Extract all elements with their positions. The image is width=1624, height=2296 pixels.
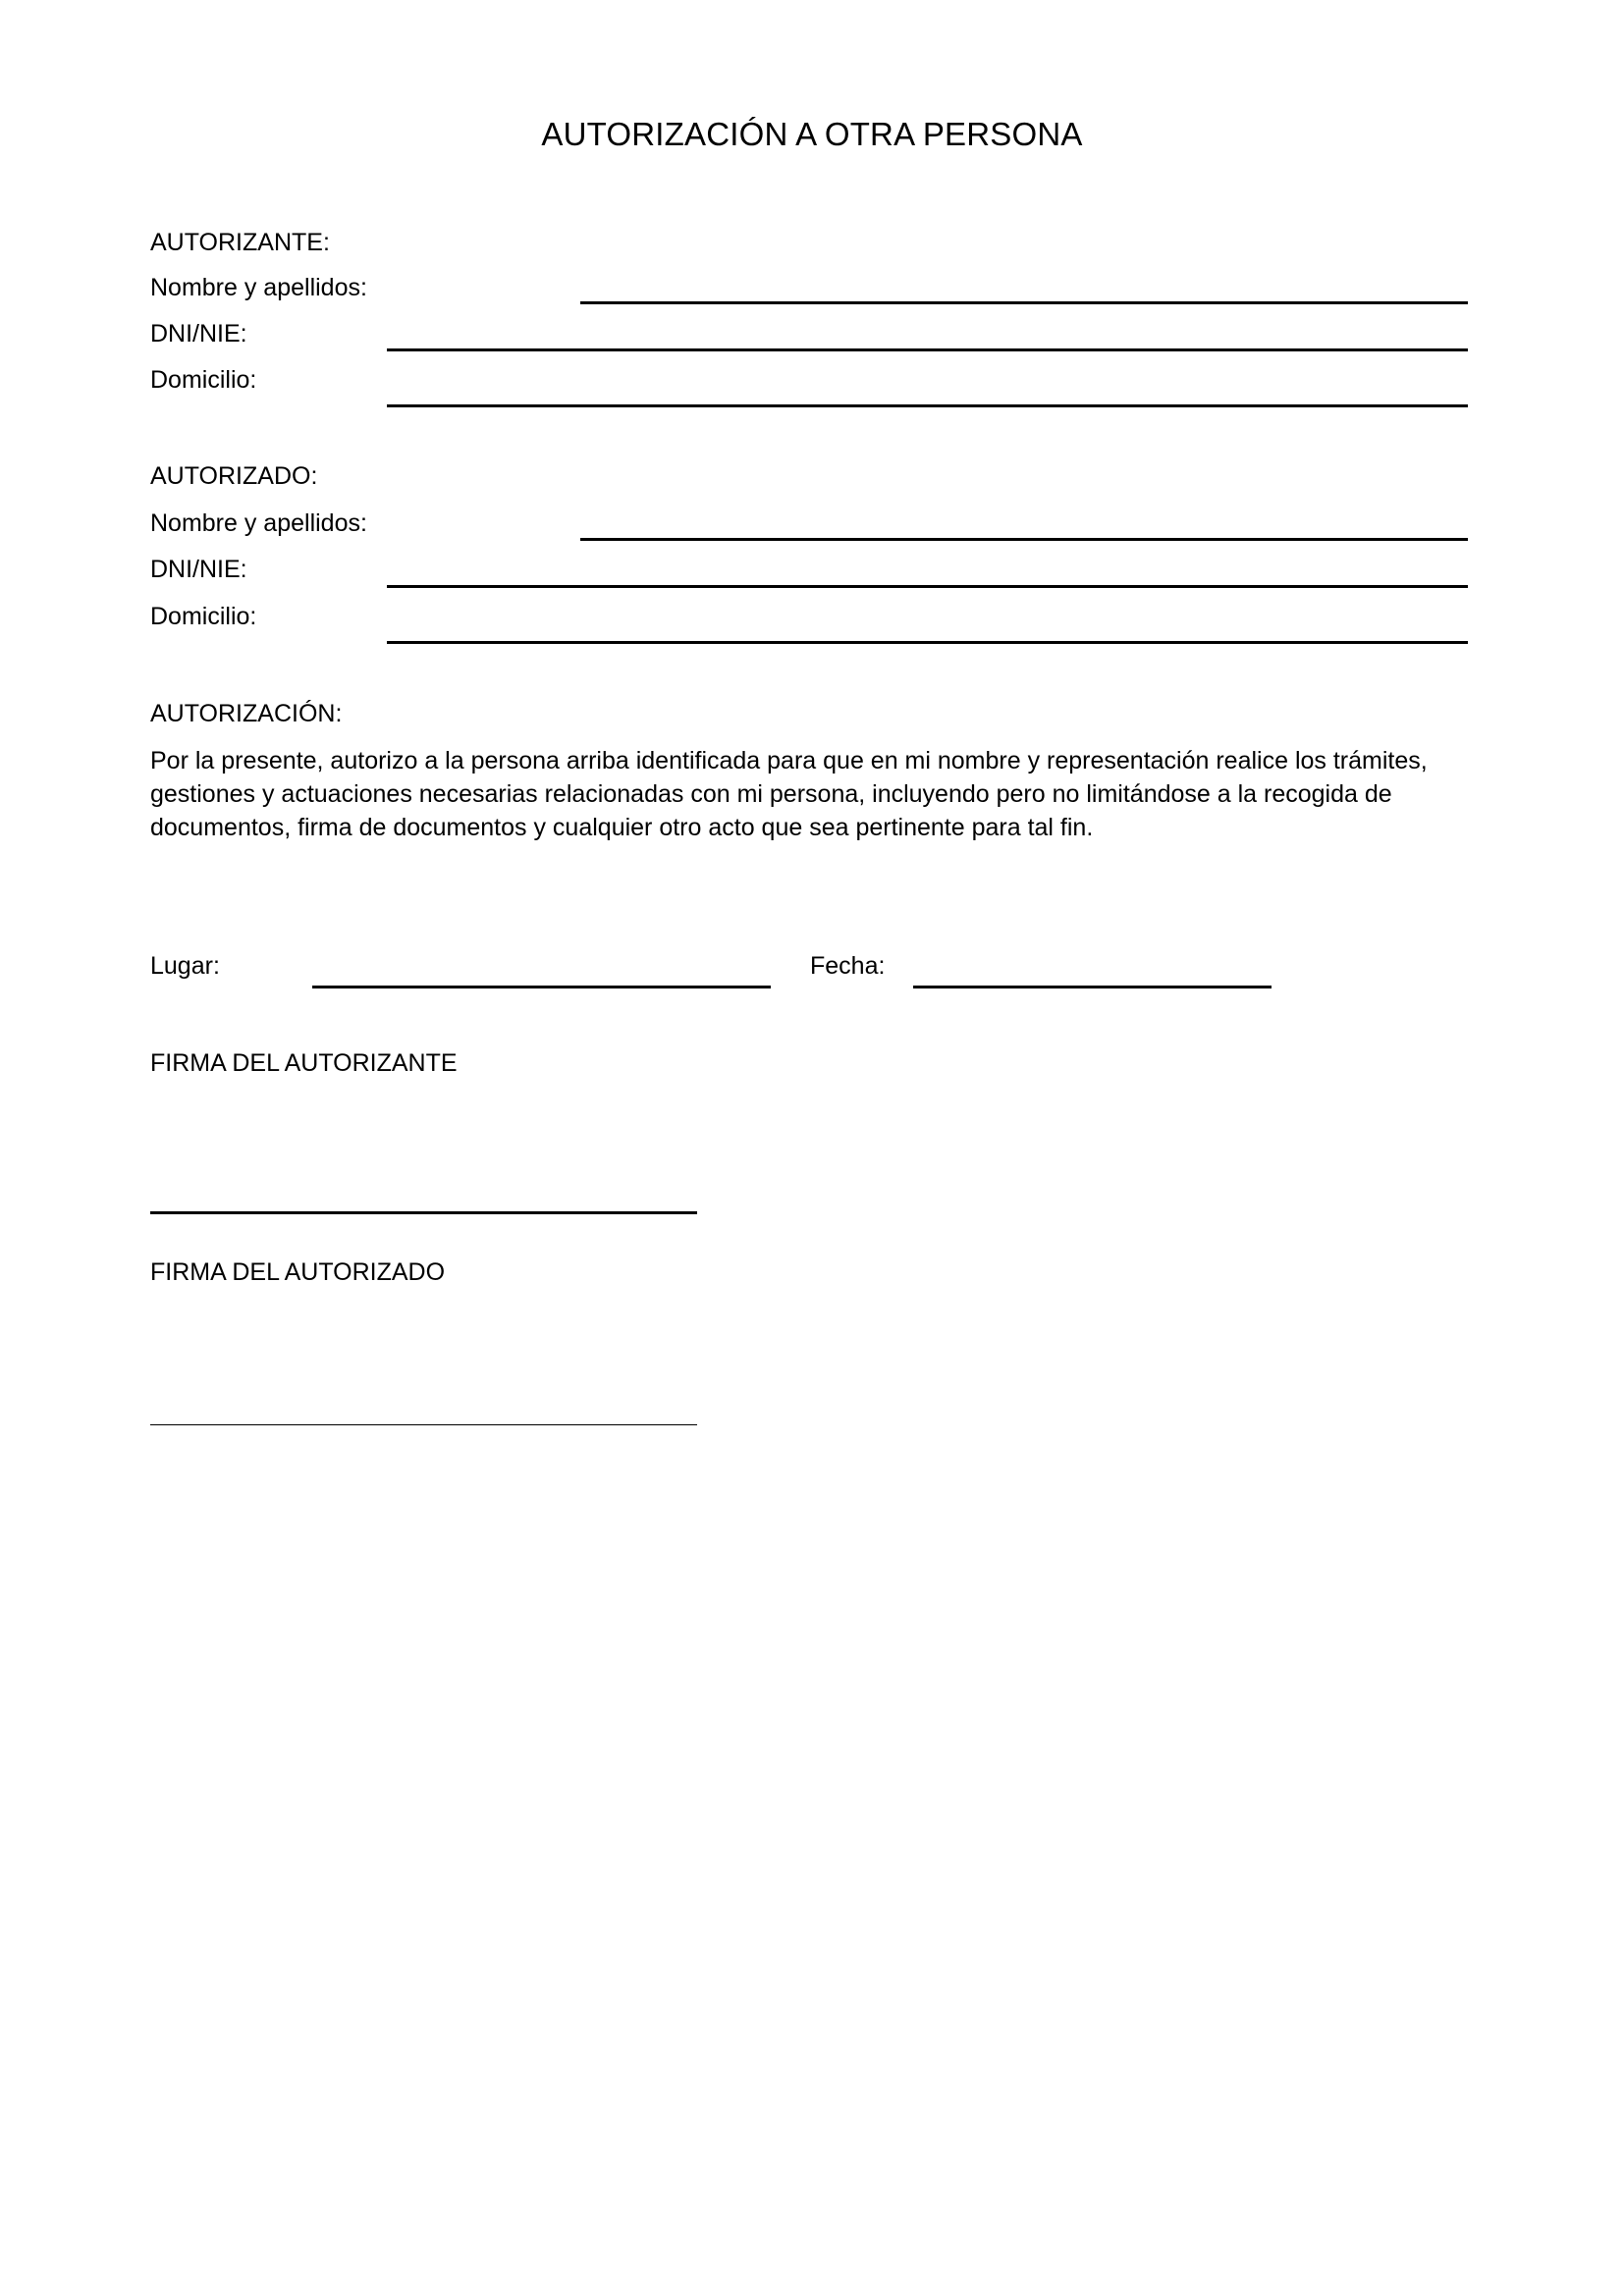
grantor-name-input[interactable] (580, 301, 1468, 304)
grantor-dni-label: DNI/NIE: (150, 320, 247, 347)
grantee-dni-label: DNI/NIE: (150, 556, 247, 583)
grantor-signature-heading: FIRMA DEL AUTORIZANTE (150, 1049, 458, 1077)
grantee-dni-input[interactable] (387, 585, 1468, 588)
place-label: Lugar: (150, 952, 220, 980)
grantee-section-heading: AUTORIZADO: (150, 462, 318, 490)
place-input[interactable] (312, 986, 771, 988)
grantor-signature-input[interactable] (150, 1211, 697, 1214)
grantee-signature-heading: FIRMA DEL AUTORIZADO (150, 1258, 446, 1286)
grantee-address-label: Domicilio: (150, 603, 257, 630)
grantor-section-heading: AUTORIZANTE: (150, 229, 330, 256)
page-title: AUTORIZACIÓN A OTRA PERSONA (541, 116, 1083, 152)
grantee-name-input[interactable] (580, 538, 1468, 541)
date-label: Fecha: (810, 952, 886, 980)
date-input[interactable] (913, 986, 1272, 988)
authorization-body-text: Por la presente, autorizo a la persona arriba identificada para que en mi nombre y representación realice los trámites, gestiones y actuaciones necesarias relacionadas con mi persona, incluyendo pero no limitándose a la recogida de documentos, firma de documentos y cualquier otro acto que sea pertinente para tal fin. (150, 747, 1428, 841)
authorization-section-heading: AUTORIZACIÓN: (150, 700, 343, 727)
grantor-name-label: Nombre y apellidos: (150, 274, 367, 301)
grantee-signature-input[interactable] (150, 1424, 697, 1425)
grantor-address-label: Domicilio: (150, 366, 257, 394)
grantee-name-label: Nombre y apellidos: (150, 509, 367, 537)
grantor-dni-input[interactable] (387, 348, 1468, 351)
grantee-address-input[interactable] (387, 641, 1468, 644)
grantor-address-input[interactable] (387, 404, 1468, 407)
